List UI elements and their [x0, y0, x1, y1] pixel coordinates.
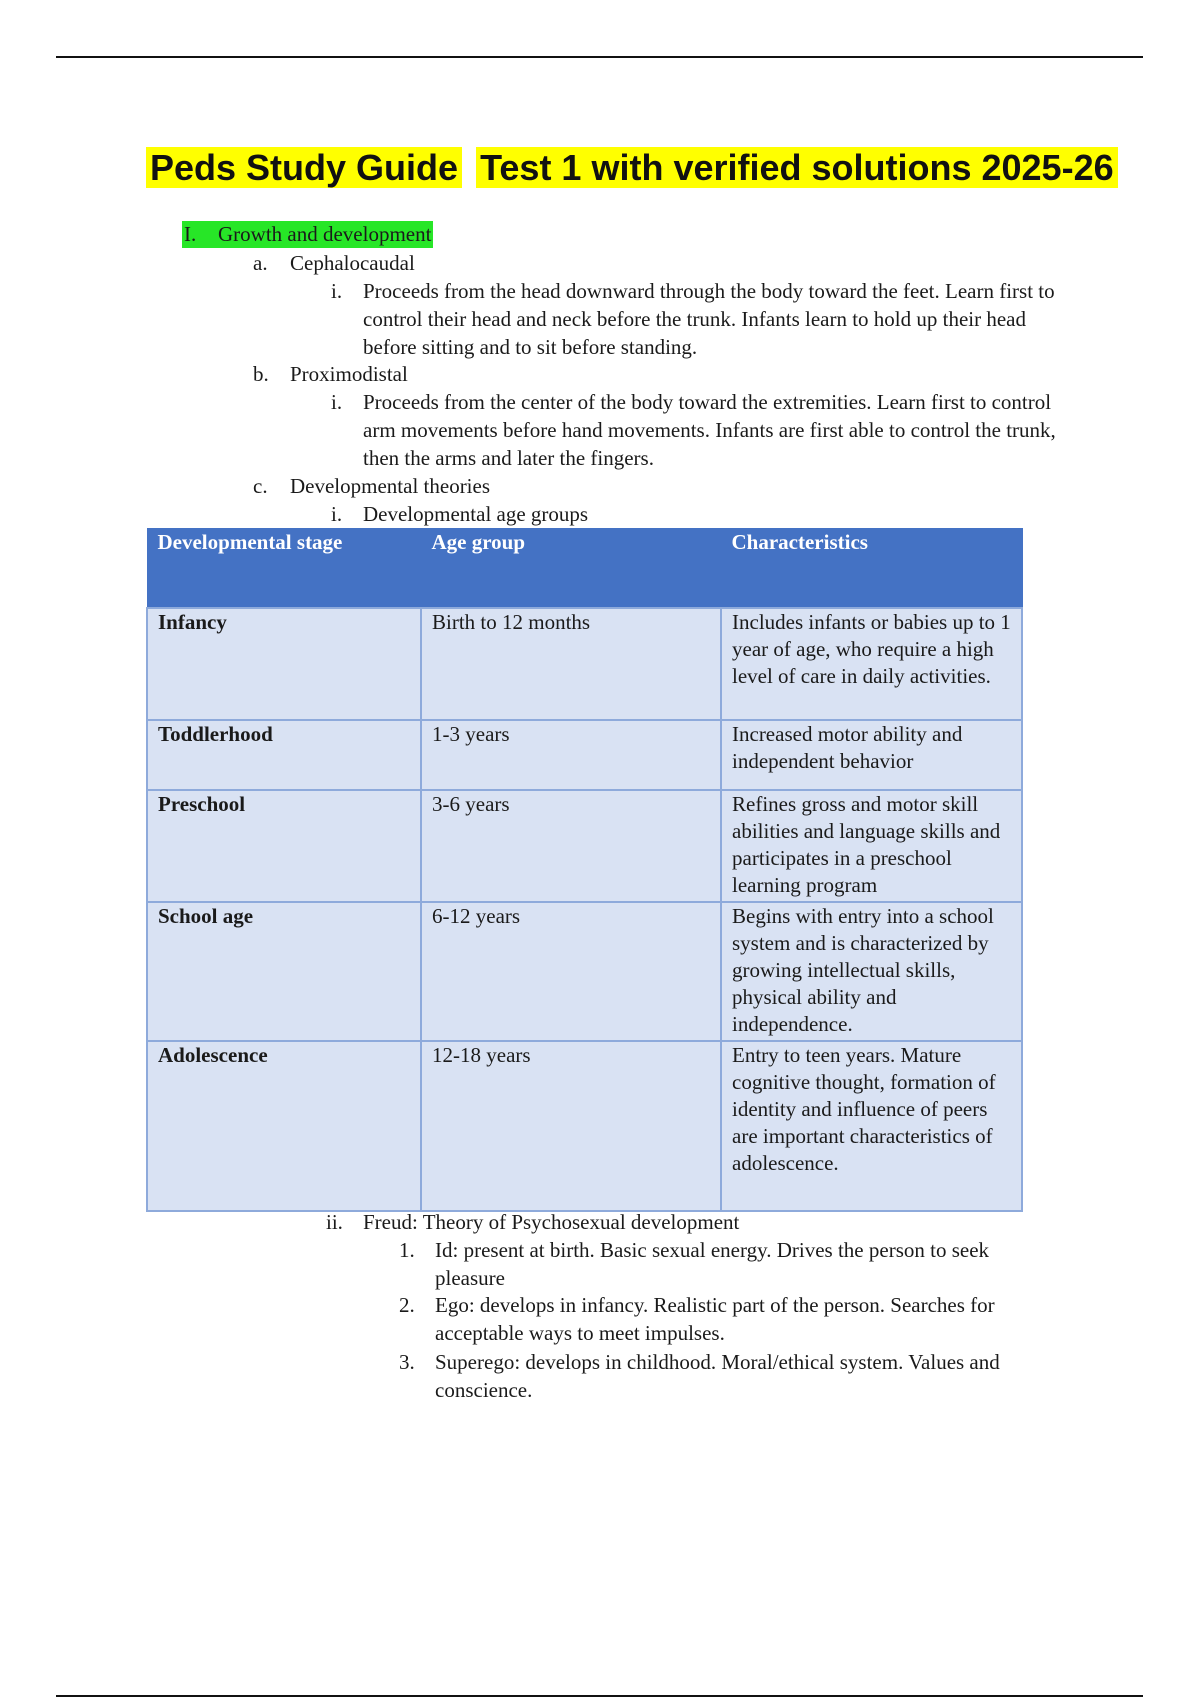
header-stage: Developmental stage — [147, 529, 421, 609]
item-c-sub-label: Developmental age groups — [363, 502, 589, 526]
section-heading — [182, 221, 433, 248]
characteristics-cell: Begins with entry into a school system and is characterized by growing intellectual skills, physical ability and independence. — [721, 902, 1022, 1041]
list-item-marker: 1. — [399, 1238, 415, 1262]
characteristics-cell: Includes infants or babies up to 1 year of age, who require a high level of care in daily activities. — [721, 608, 1022, 720]
table-header-row — [147, 529, 1022, 609]
stage-cell: Adolescence — [147, 1041, 421, 1211]
title-part-2: Test 1 with verified solutions 2025-26 — [476, 147, 1118, 188]
age-cell: 12-18 years — [421, 1041, 721, 1211]
item-c-label: Developmental theories — [290, 474, 491, 498]
item-c-marker: c. — [253, 474, 268, 498]
list-item-marker: 2. — [399, 1293, 415, 1317]
characteristics-cell: Entry to teen years. Mature cognitive thought, formation of identity and influence of peers are important characteristics of adolescence. — [721, 1041, 1022, 1211]
item-b-marker: b. — [253, 362, 269, 386]
item-c-sub-marker: i. — [331, 502, 343, 526]
item-a-marker: a. — [253, 251, 268, 275]
item-a-text: Proceeds from the head downward through the body toward the feet. Learn first to control their head and neck before the trunk. Infants learn to hold up their head before sitting and to sit before standing. — [363, 279, 1055, 359]
list-item-text: Superego: develops in childhood. Moral/ethical system. Values and conscience. — [435, 1350, 1000, 1402]
characteristics-cell: Increased motor ability and independent behavior — [721, 720, 1022, 790]
section-label: Growth and development — [218, 222, 432, 246]
top-rule — [56, 56, 1143, 58]
header-characteristics: Characteristics — [721, 529, 1022, 609]
freud-marker: ii. — [326, 1210, 343, 1234]
table-row — [147, 790, 1022, 902]
table-row — [147, 1041, 1022, 1211]
stage-cell: Preschool — [147, 790, 421, 902]
list-item — [399, 1291, 1075, 1347]
header-age: Age group — [421, 529, 721, 609]
table-row — [147, 902, 1022, 1041]
list-item-text: Id: present at birth. Basic sexual energy. Drives the person to seek pleasure — [435, 1238, 990, 1290]
stage-cell: Infancy — [147, 608, 421, 720]
item-b-sub-marker: i. — [331, 390, 343, 414]
stage-cell: Toddlerhood — [147, 720, 421, 790]
page-title — [146, 144, 1118, 192]
item-b-label: Proximodistal — [290, 362, 408, 386]
item-b-text: Proceeds from the center of the body toward the extremities. Learn first to control arm movements before hand movements. Infants are first able to control the trunk, then the arms and later the fingers. — [363, 390, 1056, 470]
section-number: I. — [184, 222, 197, 246]
list-item-text: Ego: develops in infancy. Realistic part of the person. Searches for acceptable ways to meet impulses. — [435, 1293, 995, 1345]
age-cell: Birth to 12 months — [421, 608, 721, 720]
age-cell: 1-3 years — [421, 720, 721, 790]
stage-cell: School age — [147, 902, 421, 1041]
age-cell: 3-6 years — [421, 790, 721, 902]
table-row — [147, 608, 1022, 720]
title-part-1: Peds Study Guide — [146, 147, 462, 188]
list-item — [399, 1348, 1035, 1404]
list-item-marker: 3. — [399, 1350, 415, 1374]
item-a-sub-marker: i. — [331, 279, 343, 303]
table-row — [147, 720, 1022, 790]
characteristics-cell: Refines gross and motor skill abilities and language skills and participates in a preschool learning program — [721, 790, 1022, 902]
bottom-rule — [56, 1695, 1143, 1697]
developmental-stages-table — [146, 528, 1023, 1212]
age-cell: 6-12 years — [421, 902, 721, 1041]
item-a-label: Cephalocaudal — [290, 251, 415, 275]
freud-label: Freud: Theory of Psychosexual development — [363, 1210, 740, 1234]
list-item — [399, 1236, 1055, 1292]
